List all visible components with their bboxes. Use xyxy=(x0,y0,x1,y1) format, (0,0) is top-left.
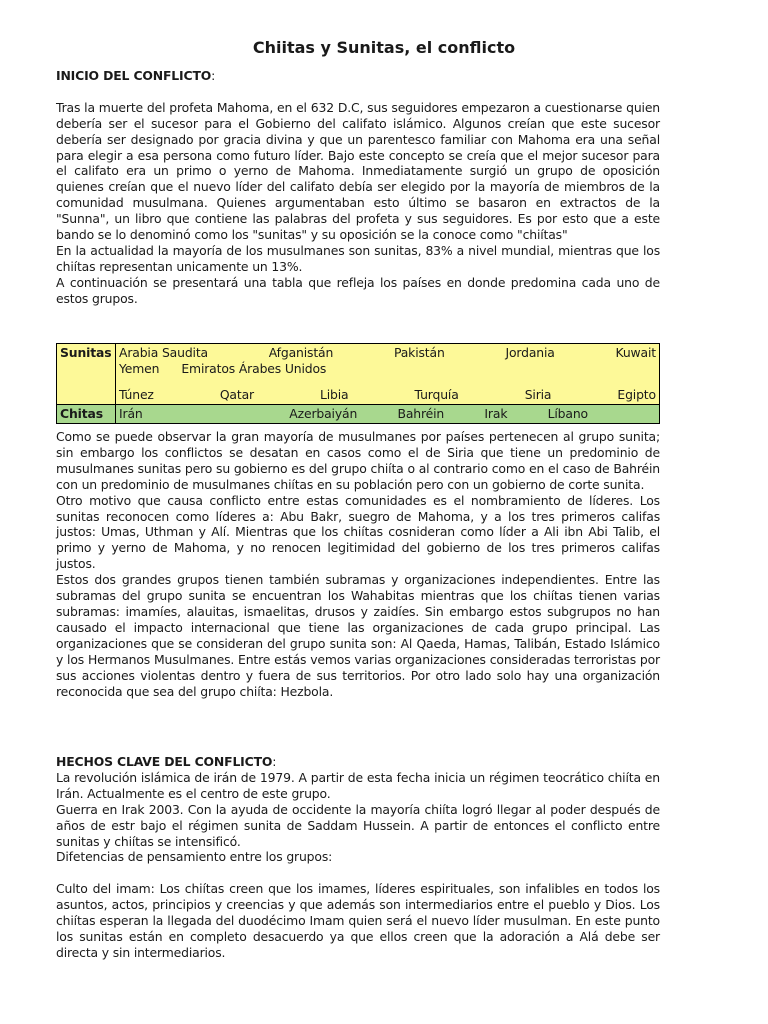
chitas-countries-row-1 xyxy=(119,406,656,422)
heading-colon: : xyxy=(272,754,277,769)
country: Arabia Saudita xyxy=(119,345,208,360)
table-row-chitas xyxy=(57,405,660,424)
country: Irán xyxy=(119,406,143,421)
country: Turquía xyxy=(414,387,459,402)
country: Yemen xyxy=(119,361,160,376)
country: Kuwait xyxy=(615,345,656,360)
paragraph-revolucion: La revolución islámica de irán de 1979. A partir de esta fecha inicia un régimen teocrático chiíta en Irán. Actualmente es el centro de este grupo. xyxy=(56,769,660,801)
section-heading-inicio: INICIO DEL CONFLICTO xyxy=(56,68,212,83)
country: Pakistán xyxy=(393,345,445,360)
table-row-sunitas xyxy=(57,344,660,405)
paragraph-observacion: Como se puede observar la gran mayoría de musulmanes por países pertenecen al grupo sunita; sin embargo los conflictos se desatan en casos como el de Siria que tiene un predominio de musulmanes sunitas pero su gobierno es del grupo chiíta o al contrario como en el caso de Bahréin con un predominio de musulmanes chiítas en su población pero con un gobierno de corte sunita. xyxy=(56,429,660,492)
section-hechos xyxy=(56,754,660,961)
countries-table xyxy=(56,343,660,424)
sunitas-countries-row-3 xyxy=(119,387,656,403)
paragraph-diferencias: Difetencias de pensamiento entre los grupos: xyxy=(56,849,333,865)
paragraph-origen: Tras la muerte del profeta Mahoma, en el 632 D.C, sus seguidores empezaron a cuestionarse quien debería ser el sucesor para el Gobierno del califato islámico. Algunos creían que este sucesor debería ser designado por gracia divina y que un parentesco familiar con Mahoma era una señal para elegir a esa persona como futuro líder. Bajo este concepto se creía que el mejor sucesor para el califato era un primo o yerno de Mahoma. Inmediatamente surgió un grupo de oposición quienes creían que el nuevo líder del califato debía ser elegido por la mayoría de miembros de la comunidad musulmana. Quienes argumentaban esto último se basaron en extractos de la "Sunna", un libro que contiene las palabras del profeta y sus seguidores. Es por esto que a este bando se lo denominó como los "sunitas" y su oposición se la conoce como "chiítas" xyxy=(56,99,660,243)
country: Irak xyxy=(484,406,508,421)
chitas-countries xyxy=(116,405,660,424)
section-analisis xyxy=(56,429,660,699)
heading-colon: : xyxy=(211,68,216,83)
sunitas-countries xyxy=(116,344,660,405)
country: Libia xyxy=(320,387,349,402)
paragraph-lideres: Otro motivo que causa conflicto entre estas comunidades es el nombramiento de líderes. Los sunitas reconocen como líderes a: Abu Bakr, suegro de Mahoma, y a los tres primeros califas justos: Umas, Uthman y Alí. Mientras que los chiítas cosnideran como líder a Ali ibn Abi Talib, el primo y yerno de Mahoma, y no renocen legitimidad del gobierno de los tres primeros califas justos. xyxy=(56,492,660,572)
sunitas-countries-row-1 xyxy=(119,345,656,361)
country: Emiratos Árabes Unidos xyxy=(181,361,327,376)
country: Bahréin xyxy=(397,406,445,421)
paragraph-guerra-irak: Guerra en Irak 2003. Con la ayuda de occidente la mayoría chiíta logró llegar al poder después de años de estr bajo el régimen sunita de Saddam Hussein. A partir de entonces el conflicto entre sunitas y chiítas se intensificó. xyxy=(56,801,660,849)
country: Azerbaiyán xyxy=(289,406,358,421)
country: Siria xyxy=(524,387,552,402)
section-inicio xyxy=(56,68,660,307)
section-heading-hechos: HECHOS CLAVE DEL CONFLICTO xyxy=(56,754,273,769)
sunitas-countries-row-2 xyxy=(119,361,656,377)
paragraph-mayoria: En la actualidad la mayoría de los musulmanes son sunitas, 83% a nivel mundial, mientras que los chiítas representan unicamente un 13%. xyxy=(56,242,660,274)
label-chitas: Chitas xyxy=(57,405,116,424)
paragraph-subramas: Estos dos grandes grupos tienen también subramas y organizaciones independientes. Entre las subramas del grupo sunita se encuentran los Wahabitas mientras que los chiítas tienen varias subramas: imamíes, alauitas, ismaelitas, drusos y zaidíes. Sin embargo estos subgrupos no han causado el impacto internacional que tiene las organizaciones de cada grupo principal. Las organizaciones que se consideran del grupo sunita son: Al Qaeda, Hamas, Talibán, Estado Islámico y los Hermanos Musulmanes. Entre estás vemos varias organizaciones consideradas terroristas por sus acciones violentas dentro y fuera de sus territorios. Por otro lado solo hay una organización reconocida que sea del grupo chiíta: Hezbola. xyxy=(56,572,660,699)
label-sunitas: Sunitas xyxy=(57,344,116,405)
country: Jordania xyxy=(505,345,555,360)
paragraph-culto-imam: Culto del imam: Los chiítas creen que los imames, líderes espirituales, son infalibles en todos los asuntos, actos, principios y creencias y que además son intermediarios entre el pueblo y Dios. Los chiítas esperan la llegada del duodécimo Imam quien será el nuevo líder musulman. En este punto los sunitas están en completo desacuerdo ya que ellos creen que la adoración a Alá debe ser directa y sin intermediarios. xyxy=(56,881,660,960)
country: Qatar xyxy=(219,387,254,402)
country: Túnez xyxy=(119,387,154,402)
country: Líbano xyxy=(547,406,588,421)
document-title: Chiitas y Sunitas, el conflicto xyxy=(252,38,516,57)
country: Egipto xyxy=(617,387,656,402)
country: Afganistán xyxy=(268,345,334,360)
paragraph-tabla-intro: A continuación se presentará una tabla que refleja los países en donde predomina cada uno de estos grupos. xyxy=(56,274,660,306)
